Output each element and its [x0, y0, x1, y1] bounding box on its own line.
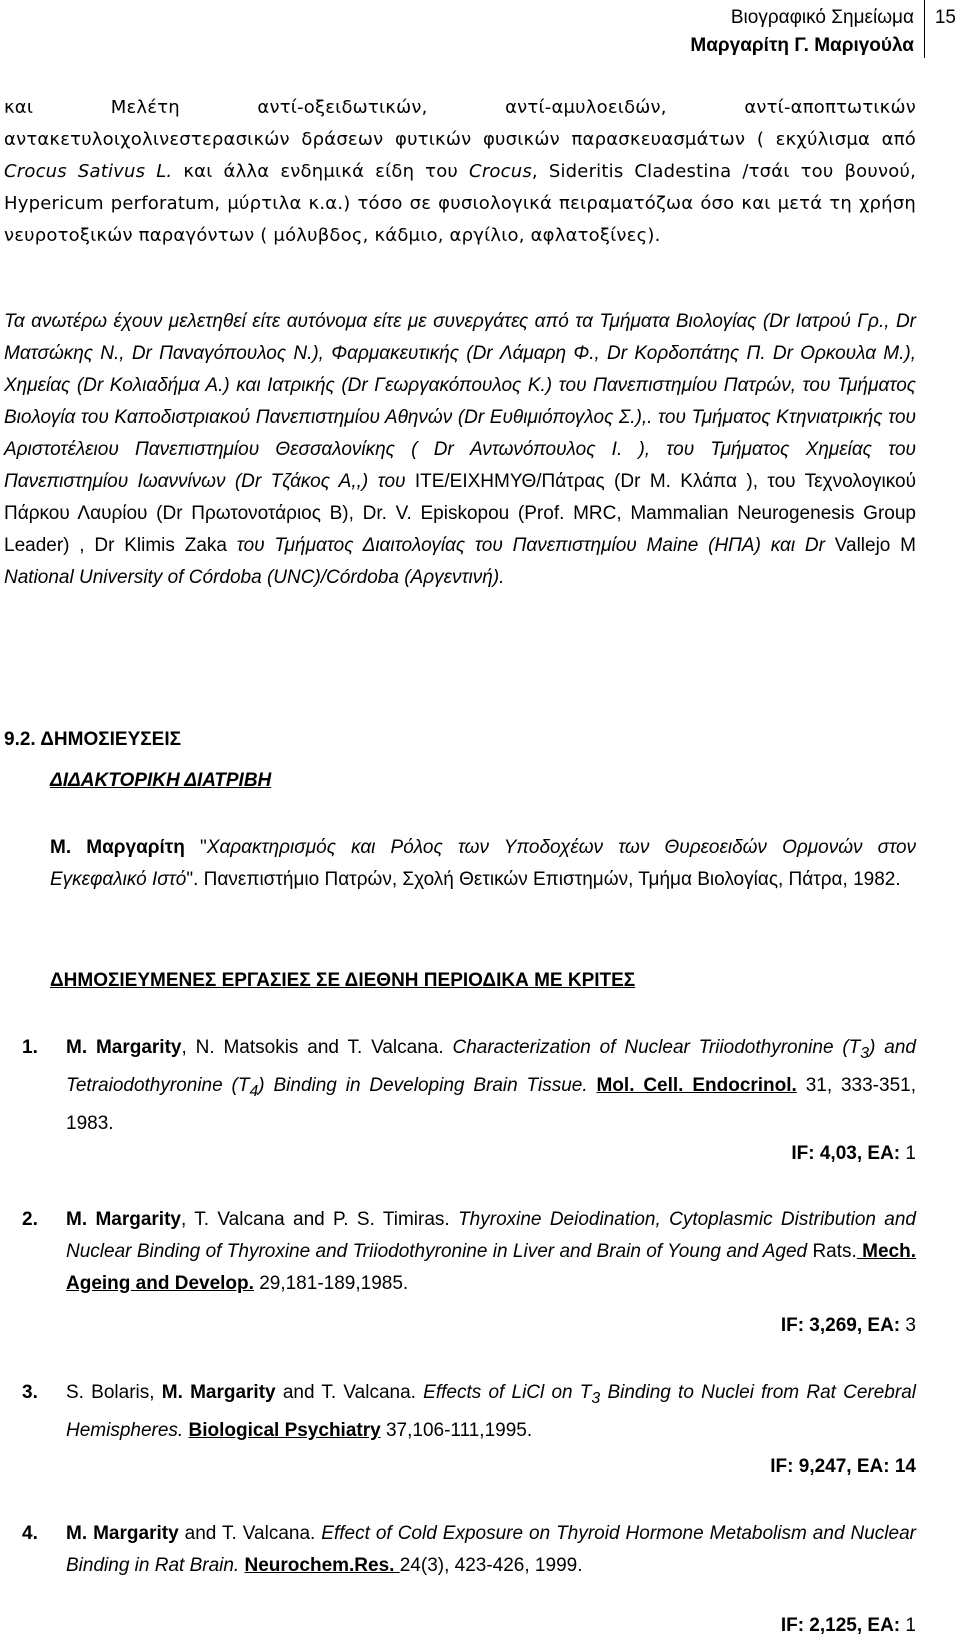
authors: S. Bolaris, — [66, 1382, 162, 1403]
authors: , T. Valcana and P. S. Timiras. — [180, 1209, 459, 1230]
ea-value: 1 — [905, 1143, 916, 1164]
if-value: IF: 4,03 — [791, 1143, 857, 1164]
if-value: IF: 3,269 — [780, 1315, 857, 1336]
impact-factor — [781, 1610, 916, 1642]
publication-number: 1. — [22, 1037, 38, 1058]
journal-name: Mech. Ageing and Develop. — [66, 1241, 916, 1294]
thesis-author: Μ. Μαργαρίτη — [50, 837, 185, 858]
collab-text: National University of Córdoba (UNC)/Córdoba (Αργεντινή). — [4, 567, 505, 588]
publication-number: 3. — [22, 1382, 38, 1403]
subscript: 4 — [249, 1082, 259, 1100]
thesis-quote: " — [184, 837, 207, 858]
ea-value: 3 — [905, 1315, 916, 1336]
document-title: Βιογραφικό Σημείωμα — [730, 7, 914, 28]
publication-citation — [66, 1032, 916, 1140]
journal-name: Biological Psychiatry — [188, 1419, 381, 1441]
publication-number: 4. — [22, 1523, 38, 1544]
intro-text: και άλλα ενδημικά είδη του — [172, 161, 470, 182]
impact-factor — [791, 1138, 916, 1170]
article-title: ) Binding in Developing Brain Tissue. — [258, 1074, 588, 1096]
ea-label: , EA: — [856, 1615, 906, 1636]
intro-genus: Crocus — [469, 161, 532, 182]
journal-name: Neurochem.Res. — [244, 1555, 400, 1576]
subscript: 3 — [860, 1044, 870, 1062]
section-heading: 9.2. ΔΗΜΟΣΙΕΥΣΕΙΣ — [4, 729, 182, 750]
publication-number: 2. — [22, 1209, 38, 1230]
article-title-end: Rats. — [807, 1241, 857, 1262]
author-highlight: M. Margarity — [66, 1037, 182, 1058]
intro-text: , Sideritis Cladestina /τσάι του βουνού, Hypericum perforatum, μύρτιλα κ.α.) τόσο σε φυσιολογικά πειραματόζωα όσο και μετά τη χρήση νευροτοξικών παραγόντων ( μόλυβδος, κάδμιο, αργίλιο, αφλατοξίνες). — [4, 161, 916, 246]
page-header — [214, 4, 914, 60]
collab-text: Vallejo M — [834, 535, 916, 556]
ea-label: , EA: — [856, 1315, 906, 1336]
publications-heading: ΔΗΜΟΣΙΕΥΜΕΝΕΣ ΕΡΓΑΣΙΕΣ ΣΕ ΔΙΕΘΝΗ ΠΕΡΙΟΔΙΚΑ ΜΕ ΚΡΙΤΕΣ — [50, 970, 636, 991]
authors: and T. Valcana. — [275, 1382, 424, 1403]
authors: and T. Valcana. — [178, 1523, 322, 1544]
thesis-heading: ΔΙΔΑΚΤΟΡΙΚΗ ΔΙΑΤΡΙΒΗ — [50, 770, 272, 791]
authors: , N. Matsokis and T. Valcana. — [181, 1037, 453, 1058]
impact-factor — [781, 1310, 916, 1342]
thesis-details: ". Πανεπιστήμιο Πατρών, Σχολή Θετικών Επιστημών, Τμήμα Βιολογίας, Πάτρα, 1982. — [186, 869, 901, 890]
article-title: Effects of LiCl on T — [423, 1382, 592, 1403]
thesis-entry — [50, 832, 916, 896]
intro-text: και Μελέτη αντί-οξειδωτικών, αντί-αμυλοειδών, αντί-αποπτωτικών αντακετυλοιχολινεστερασικών δράσεων φυτικών φυσικών παρασκευασμάτων ( εκχύλισμα από — [4, 97, 916, 150]
collab-text: Τα ανωτέρω έχουν μελετηθεί είτε αυτόνομα είτε με συνεργάτες από τα Τμήματα Βιολογίας (Dr Ιατρού Γρ., Dr Ματσώκης Ν., Dr Παναγόπουλος Ν.), Φαρμακευτικής (Dr Λάμαρη Φ., Dr Κορδοπάτης Π. Dr Ορκουλα Μ.), Χημείας (Dr Κολιαδήμα Α.) και Ιατρικής (Dr Γεωργακόπουλος Κ.) του Πανεπιστημίου Πατρών, του Τμήματος Βιολογία του Καποδιστριακού Πανεπιστημίου Αθηνών (Dr Ευθιμιόπογλος Σ.),. του Τμήματος Κτηνιατρικής του Αριστοτέλειου Πανεπιστημίου Θεσσαλονίκης ( Dr Αντωνόπουλος Ι. ), του Τμήματος Χημείας του Πανεπιστημίου Ιωαννίνων (Dr Τζάκος Α,,) του — [4, 311, 916, 492]
intro-species: Crocus Sativus L. — [4, 161, 173, 182]
if-value: IF: 2,125 — [780, 1615, 857, 1636]
ea-value: 1 — [905, 1615, 916, 1636]
publication-citation — [66, 1518, 916, 1582]
page-number: 15 — [934, 7, 956, 28]
article-title: Characterization of Nuclear Triiodothyronine (T — [452, 1037, 861, 1058]
citation-volume: 31, 333-351, 1983. — [66, 1074, 916, 1134]
citation-volume: 29,181-189,1985. — [253, 1273, 409, 1294]
journal-name: Mol. Cell. Endocrinol. — [596, 1074, 797, 1096]
ea-label: , EA: — [856, 1143, 906, 1164]
thesis-title: Χαρακτηρισμός και Ρόλος των Υποδοχέων των Θυρεοειδών Ορμονών στον Εγκεφαλικό Ιστό — [50, 837, 917, 890]
citation-volume: 37,106-111,1995. — [380, 1419, 533, 1441]
author-name: Μαργαρίτη Γ. Μαριγούλα — [690, 35, 914, 56]
publication-citation — [66, 1204, 916, 1300]
publication-citation — [66, 1377, 916, 1447]
article-title: Effect of Cold Exposure on Thyroid Hormone Metabolism and Nuclear Binding in Rat Brain. — [66, 1523, 916, 1576]
research-intro-paragraph — [4, 92, 916, 252]
collaborators-paragraph — [4, 306, 916, 594]
article-title: Thyroxine Deiodination, Cytoplasmic Distribution and Nuclear Binding of Thyroxine and Triiodothyronine in Liver and Brain of Young and Aged — [66, 1209, 916, 1262]
article-title: ) and Tetraiodothyronine (T — [66, 1037, 916, 1096]
author-highlight: M. Margarity — [66, 1523, 179, 1544]
citation-volume: 24(3), 423-426, 1999. — [399, 1555, 583, 1576]
author-highlight: M. Margarity — [66, 1209, 181, 1230]
collab-text: του Τμήματος Διαιτολογίας του Πανεπιστημίου Maine (ΗΠΑ) και Dr — [226, 535, 835, 556]
subscript: 3 — [591, 1389, 601, 1407]
collab-text: ΙΤΕ/ΕΙΧΗΜΥΘ/Πάτρας (Dr Μ. Κλάπα ), του Τεχνολογικού Πάρκου Λαυρίου (Dr Πρωτονοτάριος Β), Dr. V. Episkopou (Prof. MRC, Mammalian Neurogenesis Group Leader) , Dr Klimis Zaka — [4, 471, 916, 556]
impact-factor: IF: 9,247, EA: 14 — [770, 1456, 916, 1477]
article-title: Binding to Nuclei from Rat Cerebral Hemispheres. — [66, 1382, 916, 1441]
header-divider — [924, 0, 925, 58]
author-highlight: M. Margarity — [161, 1382, 276, 1403]
